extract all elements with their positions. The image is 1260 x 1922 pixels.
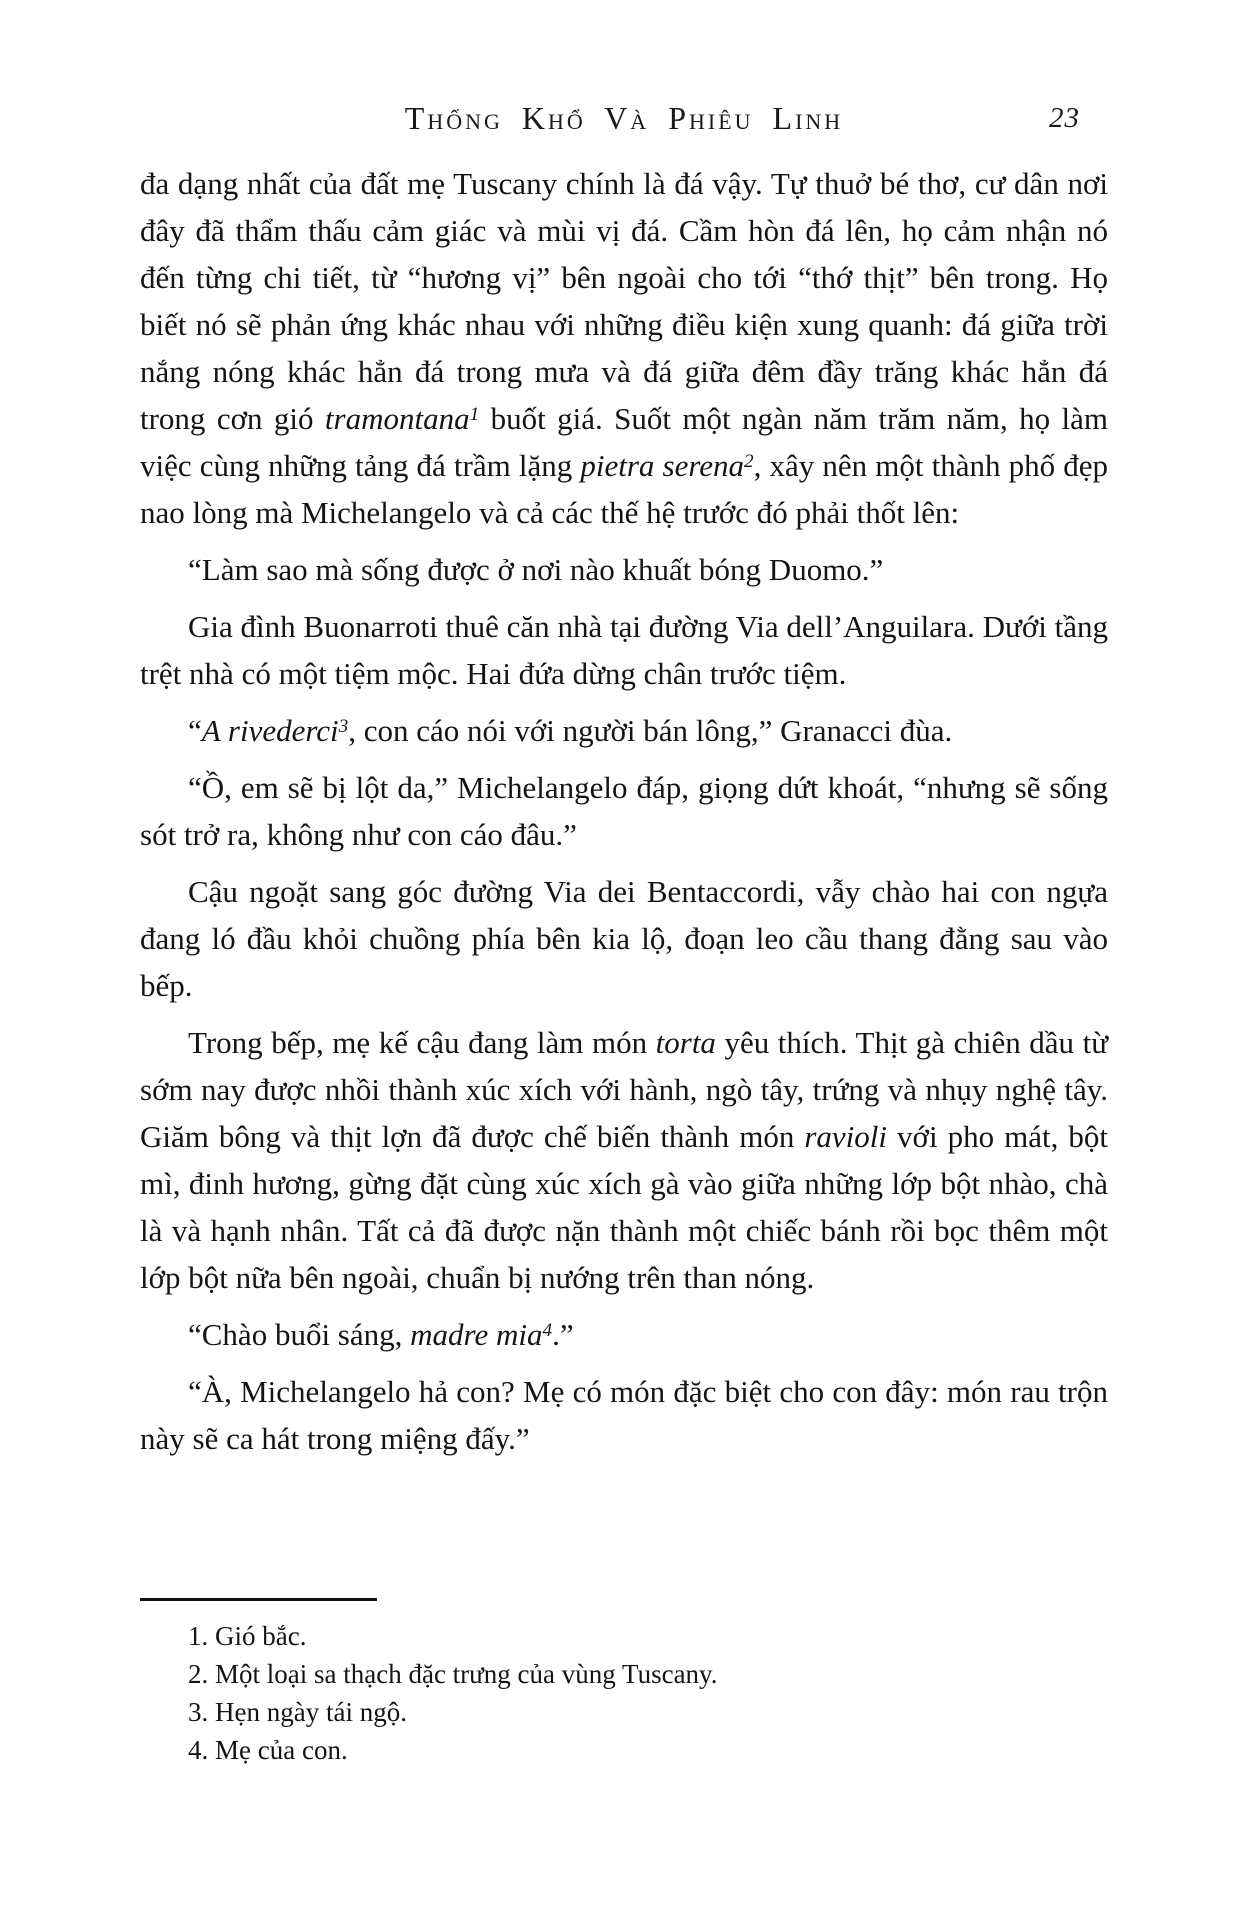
text-segment: “Làm sao mà sống được ở nơi nào khuất bóng Duomo.” [188, 552, 884, 587]
paragraph [140, 603, 1108, 697]
text-segment: pietra serena [580, 448, 745, 483]
paragraph [140, 546, 1108, 593]
text-segment: đa dạng nhất của đất mẹ Tuscany chính là đá vậy. Tự thuở bé thơ, cư dân nơi đây đã thẩm thấu cảm giác và mùi vị đá. Cầm hòn đá lên, họ cảm nhận nó đến từng chi tiết, từ “hương vị” bên ngoài cho tới “thớ thịt” bên trong. Họ biết nó sẽ phản ứng khác nhau với những điều kiện xung quanh: đá giữa trời nắng nóng khác hẳn đá trong mưa và đá giữa đêm đầy trăng khác hẳn đá trong cơn gió [140, 166, 1108, 436]
footnote-item: 3. Hẹn ngày tái ngộ. [188, 1697, 407, 1727]
footnote-item: 1. Gió bắc. [188, 1621, 307, 1651]
footnote-marker: 4 [542, 1320, 553, 1342]
paragraph [140, 764, 1108, 858]
paragraph [140, 1019, 1108, 1301]
footnote-marker: 3 [338, 716, 349, 738]
paragraph [140, 1368, 1108, 1462]
footnote-list [140, 1617, 1108, 1769]
paragraph [140, 160, 1108, 536]
page-number: 23 [1049, 102, 1080, 134]
text-segment: “Ồ, em sẽ bị lột da,” Michelangelo đáp, giọng dứt khoát, “nhưng sẽ sống sót trở ra, không như con cáo đâu.” [140, 770, 1108, 852]
text-segment: ravioli [804, 1119, 888, 1154]
running-head [140, 100, 1108, 150]
text-segment: madre mia [410, 1317, 543, 1352]
text-segment: Cậu ngoặt sang góc đường Via dei Bentaccordi, vẫy chào hai con ngựa đang ló đầu khỏi chuồng phía bên kia lộ, đoạn leo cầu thang đằng sau vào bếp. [140, 874, 1108, 1003]
footnote-rule [140, 1598, 377, 1601]
text-segment: tramontana [324, 401, 470, 436]
text-segment: yêu thích. Thịt gà chiên dầu từ sớm nay được nhồi thành xúc xích với hành, ngò tây, trứng và nhụy nghệ tây. Giăm bông và thịt lợn đã được chế biến thành món [140, 1025, 1108, 1154]
text-segment: torta [655, 1025, 716, 1060]
text-segment: , xây nên một thành phố đẹp nao lòng mà Michelangelo và cả các thế hệ trước đó phải thốt lên: [140, 448, 1108, 530]
text-segment: .” [552, 1317, 574, 1352]
text-segment: “Chào buổi sáng, [188, 1317, 411, 1352]
footnotes [140, 1598, 1108, 1769]
paragraph [140, 868, 1108, 1009]
text-segment: Gia đình Buonarroti thuê căn nhà tại đường Via dell’Anguilara. Dưới tầng trệt nhà có một tiệm mộc. Hai đứa dừng chân trước tiệm. [140, 609, 1108, 691]
text-segment: với pho mát, bột mì, đinh hương, gừng đặt cùng xúc xích gà vào giữa những lớp bột nhào, chà là và hạnh nhân. Tất cả đã được nặn thành một chiếc bánh rồi bọc thêm một lớp bột nữa bên ngoài, chuẩn bị nướng trên than nóng. [140, 1119, 1108, 1295]
text-segment: , con cáo nói với người bán lông,” Granacci đùa. [348, 713, 953, 748]
paragraph [140, 707, 1108, 754]
footnote-marker: 1 [469, 404, 480, 426]
body-text [140, 160, 1108, 1472]
chapter-title: Thống Khổ Và Phiêu Linh [404, 100, 844, 136]
paragraph [140, 1311, 1108, 1358]
text-segment: A rivederci [201, 713, 339, 748]
footnote-item: 2. Một loại sa thạch đặc trưng của vùng Tuscany. [188, 1659, 718, 1689]
text-segment: buốt giá. Suốt một ngàn năm trăm năm, họ làm việc cùng những tảng đá trầm lặng [140, 401, 1108, 483]
text-segment: “À, Michelangelo hả con? Mẹ có món đặc biệt cho con đây: món rau trộn này sẽ ca hát trong miệng đấy.” [140, 1374, 1108, 1456]
footnote-marker: 2 [744, 451, 754, 473]
text-segment: Trong bếp, mẹ kế cậu đang làm món [188, 1025, 656, 1060]
footnote-item: 4. Mẹ của con. [188, 1735, 348, 1765]
text-segment: “ [188, 713, 202, 748]
